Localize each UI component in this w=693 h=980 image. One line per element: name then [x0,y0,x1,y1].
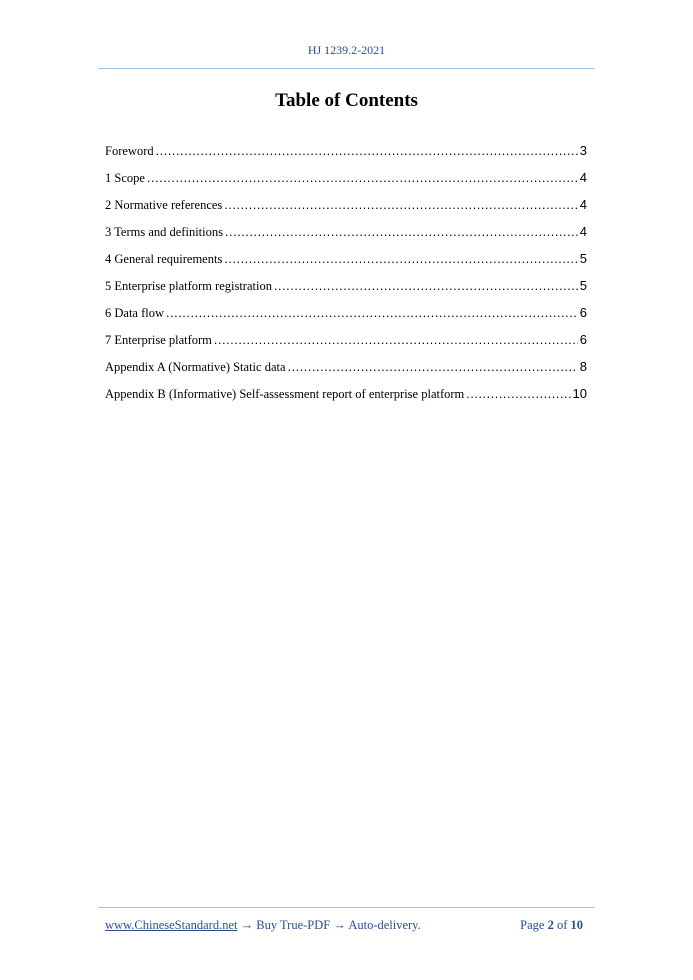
toc-entry-label: 5 Enterprise platform registration [105,279,272,293]
toc-entry-label: 6 Data flow [105,306,165,320]
toc-entry-label: Appendix A (Normative) Static data [105,360,286,374]
toc-entry-page: 6 [579,332,587,347]
toc-entry-scope[interactable] [105,170,587,197]
toc-entry-terms-and-definitions[interactable] [105,224,587,251]
toc-leader-dots [224,252,577,266]
page-label: Page [520,918,545,932]
toc-entry-page: 8 [579,359,587,374]
footer-divider [98,907,595,908]
toc-entry-label: 3 Terms and definitions [105,225,223,239]
toc-entry-foreword[interactable] [105,143,587,170]
toc-entry-page: 4 [579,224,587,239]
document-id-header: HJ 1239.2-2021 [307,43,386,57]
page-total: 10 [570,918,583,932]
toc-leader-dots [225,225,578,239]
page-title: Table of Contents [275,90,418,111]
arrow-right-icon: → [333,918,346,932]
toc-leader-dots [147,171,578,185]
toc-entry-label: 7 Enterprise platform [105,333,212,347]
buy-true-pdf-text: Buy True-PDF [256,918,331,932]
auto-delivery-text: Auto-delivery. [348,918,421,932]
toc-entry-enterprise-platform[interactable] [105,332,587,359]
toc-leader-dots [288,360,578,374]
toc-entry-page: 5 [579,278,587,293]
header-divider [98,68,595,69]
footer-promo [105,918,421,933]
toc-entry-appendix-b[interactable] [105,386,587,413]
arrow-right-icon: → [240,918,254,932]
toc-entry-appendix-a[interactable] [105,359,587,386]
toc-entry-enterprise-platform-registration[interactable] [105,278,587,305]
toc-entry-label: Appendix B (Informative) Self-assessment report of enterprise platform [105,387,465,401]
toc-entry-page: 3 [579,143,587,158]
site-link[interactable]: www.ChineseStandard.net [105,918,238,932]
toc-entry-general-requirements[interactable] [105,251,587,278]
toc-leader-dots [466,387,570,401]
toc-leader-dots [214,333,578,347]
toc-entry-page: 5 [579,251,587,266]
toc-leader-dots [156,144,578,158]
toc-entry-data-flow[interactable] [105,305,587,332]
toc-entry-label: Foreword [105,144,154,158]
toc-entry-label: 2 Normative references [105,198,223,212]
toc-leader-dots [166,306,578,320]
toc-entry-page: 6 [579,305,587,320]
toc-entry-label: 1 Scope [105,171,145,185]
toc-entry-page: 4 [579,170,587,185]
toc-entry-label: 4 General requirements [105,252,223,266]
toc-entry-normative-references[interactable] [105,197,587,224]
toc-leader-dots [224,198,577,212]
toc-entry-page: 4 [579,197,587,212]
table-of-contents [105,143,587,413]
toc-entry-page: 10 [572,386,587,401]
toc-leader-dots [274,279,578,293]
page-indicator [520,918,583,933]
of-label: of [556,918,568,932]
page-current: 2 [547,918,554,932]
